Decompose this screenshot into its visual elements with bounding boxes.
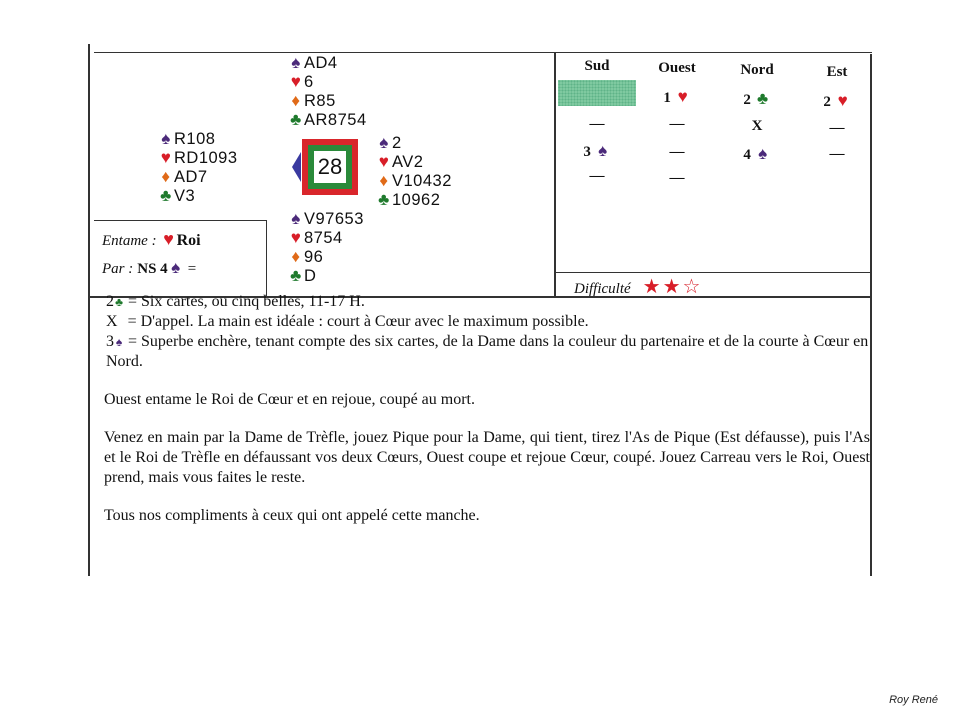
bid-header-nord: Nord <box>740 62 774 78</box>
bid-cell: — <box>669 170 685 186</box>
south-diamonds: 96 <box>304 248 324 266</box>
board-number-box <box>302 139 358 195</box>
east-spades: 2 <box>392 134 402 152</box>
bid-cell: — <box>669 144 685 160</box>
club-icon: ♣ <box>290 266 302 285</box>
bidding-divider <box>554 52 556 296</box>
east-hearts: AV2 <box>392 153 424 171</box>
bid-header-ouest: Ouest <box>658 60 696 76</box>
north-diamonds: R85 <box>304 92 336 110</box>
difficulty-label: Difficulté <box>574 281 631 297</box>
spade-icon: ♠ <box>115 335 123 349</box>
comment-bid: 2 <box>106 293 114 310</box>
lead-box-right <box>266 220 267 296</box>
top-border <box>94 52 872 53</box>
diamond-icon: ♦ <box>291 91 301 110</box>
south-spades: V97653 <box>304 210 364 228</box>
club-icon: ♣ <box>757 89 769 108</box>
north-spades: AD4 <box>304 54 338 72</box>
west-clubs: V3 <box>174 187 196 205</box>
heart-icon: ♥ <box>160 148 172 167</box>
club-icon: ♣ <box>378 190 390 209</box>
spade-icon: ♠ <box>598 141 608 160</box>
bid-cell: — <box>589 116 605 132</box>
difficulty-stars-empty: ☆ <box>682 276 703 298</box>
par-line <box>102 259 196 278</box>
east-hand <box>376 134 452 210</box>
bid-cell: — <box>829 120 845 136</box>
heart-icon: ♥ <box>837 91 848 110</box>
heart-icon: ♥ <box>677 87 688 106</box>
dealer-cell <box>558 80 636 106</box>
lead-card: Roi <box>176 232 201 249</box>
club-icon: ♣ <box>160 186 172 205</box>
bid-header-est: Est <box>826 64 848 80</box>
bid-cell: — <box>669 116 685 132</box>
club-icon: ♣ <box>115 295 123 309</box>
west-hand <box>158 130 238 206</box>
diamond-icon: ♦ <box>161 167 171 186</box>
author-credit: Roy René <box>889 694 938 706</box>
spade-icon: ♠ <box>379 133 389 152</box>
bid-value: 2 <box>743 92 751 108</box>
bid-value: 4 <box>743 147 751 163</box>
lead-box-top <box>94 220 266 221</box>
dealer-pointer-icon <box>292 152 301 182</box>
spacer <box>100 488 870 506</box>
bid-cell: — <box>829 146 845 162</box>
par-label: Par : <box>102 261 134 277</box>
heart-icon: ♥ <box>378 152 390 171</box>
bid-cell <box>722 90 792 109</box>
comment-text: = D'appel. La main est idéale : court à Cœur avec le maximum possible. <box>123 313 589 330</box>
comment-paragraph: Ouest entame le Roi de Cœur et en rejoue, coupé au mort. <box>104 391 475 408</box>
spade-icon: ♠ <box>161 129 171 148</box>
left-border <box>88 44 90 576</box>
spade-icon: ♠ <box>291 209 301 228</box>
comment-text: = Superbe enchère, tenant compte des six cartes, de la Dame dans la couleur du partenaire et de la courte à Cœur en Nord. <box>106 333 869 370</box>
south-clubs: D <box>304 267 317 285</box>
deal-sheet <box>88 44 872 576</box>
spade-icon: ♠ <box>171 258 181 277</box>
bid-cell: X <box>751 118 763 134</box>
heart-icon: ♥ <box>290 72 302 91</box>
west-hearts: RD1093 <box>174 149 238 167</box>
club-icon: ♣ <box>290 110 302 129</box>
comment-bid: 3 <box>106 333 114 350</box>
board-number: 28 <box>314 151 346 183</box>
bid-header-sud: Sud <box>584 58 610 74</box>
bid-value: 3 <box>583 144 591 160</box>
south-hand <box>288 210 364 286</box>
west-diamonds: AD7 <box>174 168 208 186</box>
spade-icon: ♠ <box>291 53 301 72</box>
commentary <box>100 292 870 526</box>
comment-line <box>100 312 870 332</box>
lead-line <box>102 230 201 250</box>
heart-icon: ♥ <box>290 228 302 247</box>
comment-paragraph: Venez en main par la Dame de Trèfle, jouez Pique pour la Dame, qui tient, tirez l'As de Pique (Est défausse), puis l'As et le Roi de Trèfle en défaussant vos deux Cœurs, Ouest coupe et rejoue Cœur, coupé. Jouez Carreau vers le Roi, Ouest prend, mais vous faites le reste. <box>104 429 870 486</box>
bid-value: 2 <box>823 94 831 110</box>
comment-bid: X <box>106 313 118 330</box>
west-spades: R108 <box>174 130 216 148</box>
comment-text: = Six cartes, ou cinq belles, 11-17 H. <box>124 293 365 310</box>
spacer <box>100 410 870 428</box>
par-suffix: = <box>187 261 197 277</box>
difficulty-box-top <box>554 272 872 273</box>
diamond-icon: ♦ <box>291 247 301 266</box>
difficulty-stars-filled: ★★ <box>642 276 683 298</box>
spade-icon: ♠ <box>758 144 768 163</box>
bid-cell: — <box>589 168 605 184</box>
board-inner <box>308 145 352 189</box>
north-clubs: AR8754 <box>304 111 367 129</box>
comment-line <box>100 332 870 372</box>
north-hand <box>288 54 367 130</box>
bid-value: 1 <box>663 90 671 106</box>
diamond-icon: ♦ <box>379 171 389 190</box>
bid-cell <box>642 88 712 107</box>
comment-paragraph: Tous nos compliments à ceux qui ont appelé cette manche. <box>104 507 480 524</box>
east-diamonds: V10432 <box>392 172 452 190</box>
east-clubs: 10962 <box>392 191 441 209</box>
bid-cell <box>722 145 792 164</box>
heart-icon: ♥ <box>163 229 174 249</box>
south-hearts: 8754 <box>304 229 343 247</box>
bid-cell <box>562 142 632 161</box>
spacer <box>100 372 870 390</box>
bid-cell <box>802 92 872 111</box>
comment-line <box>100 292 870 312</box>
par-contract: NS 4 <box>137 261 168 277</box>
lead-label: Entame : <box>102 233 157 249</box>
north-hearts: 6 <box>304 73 314 91</box>
